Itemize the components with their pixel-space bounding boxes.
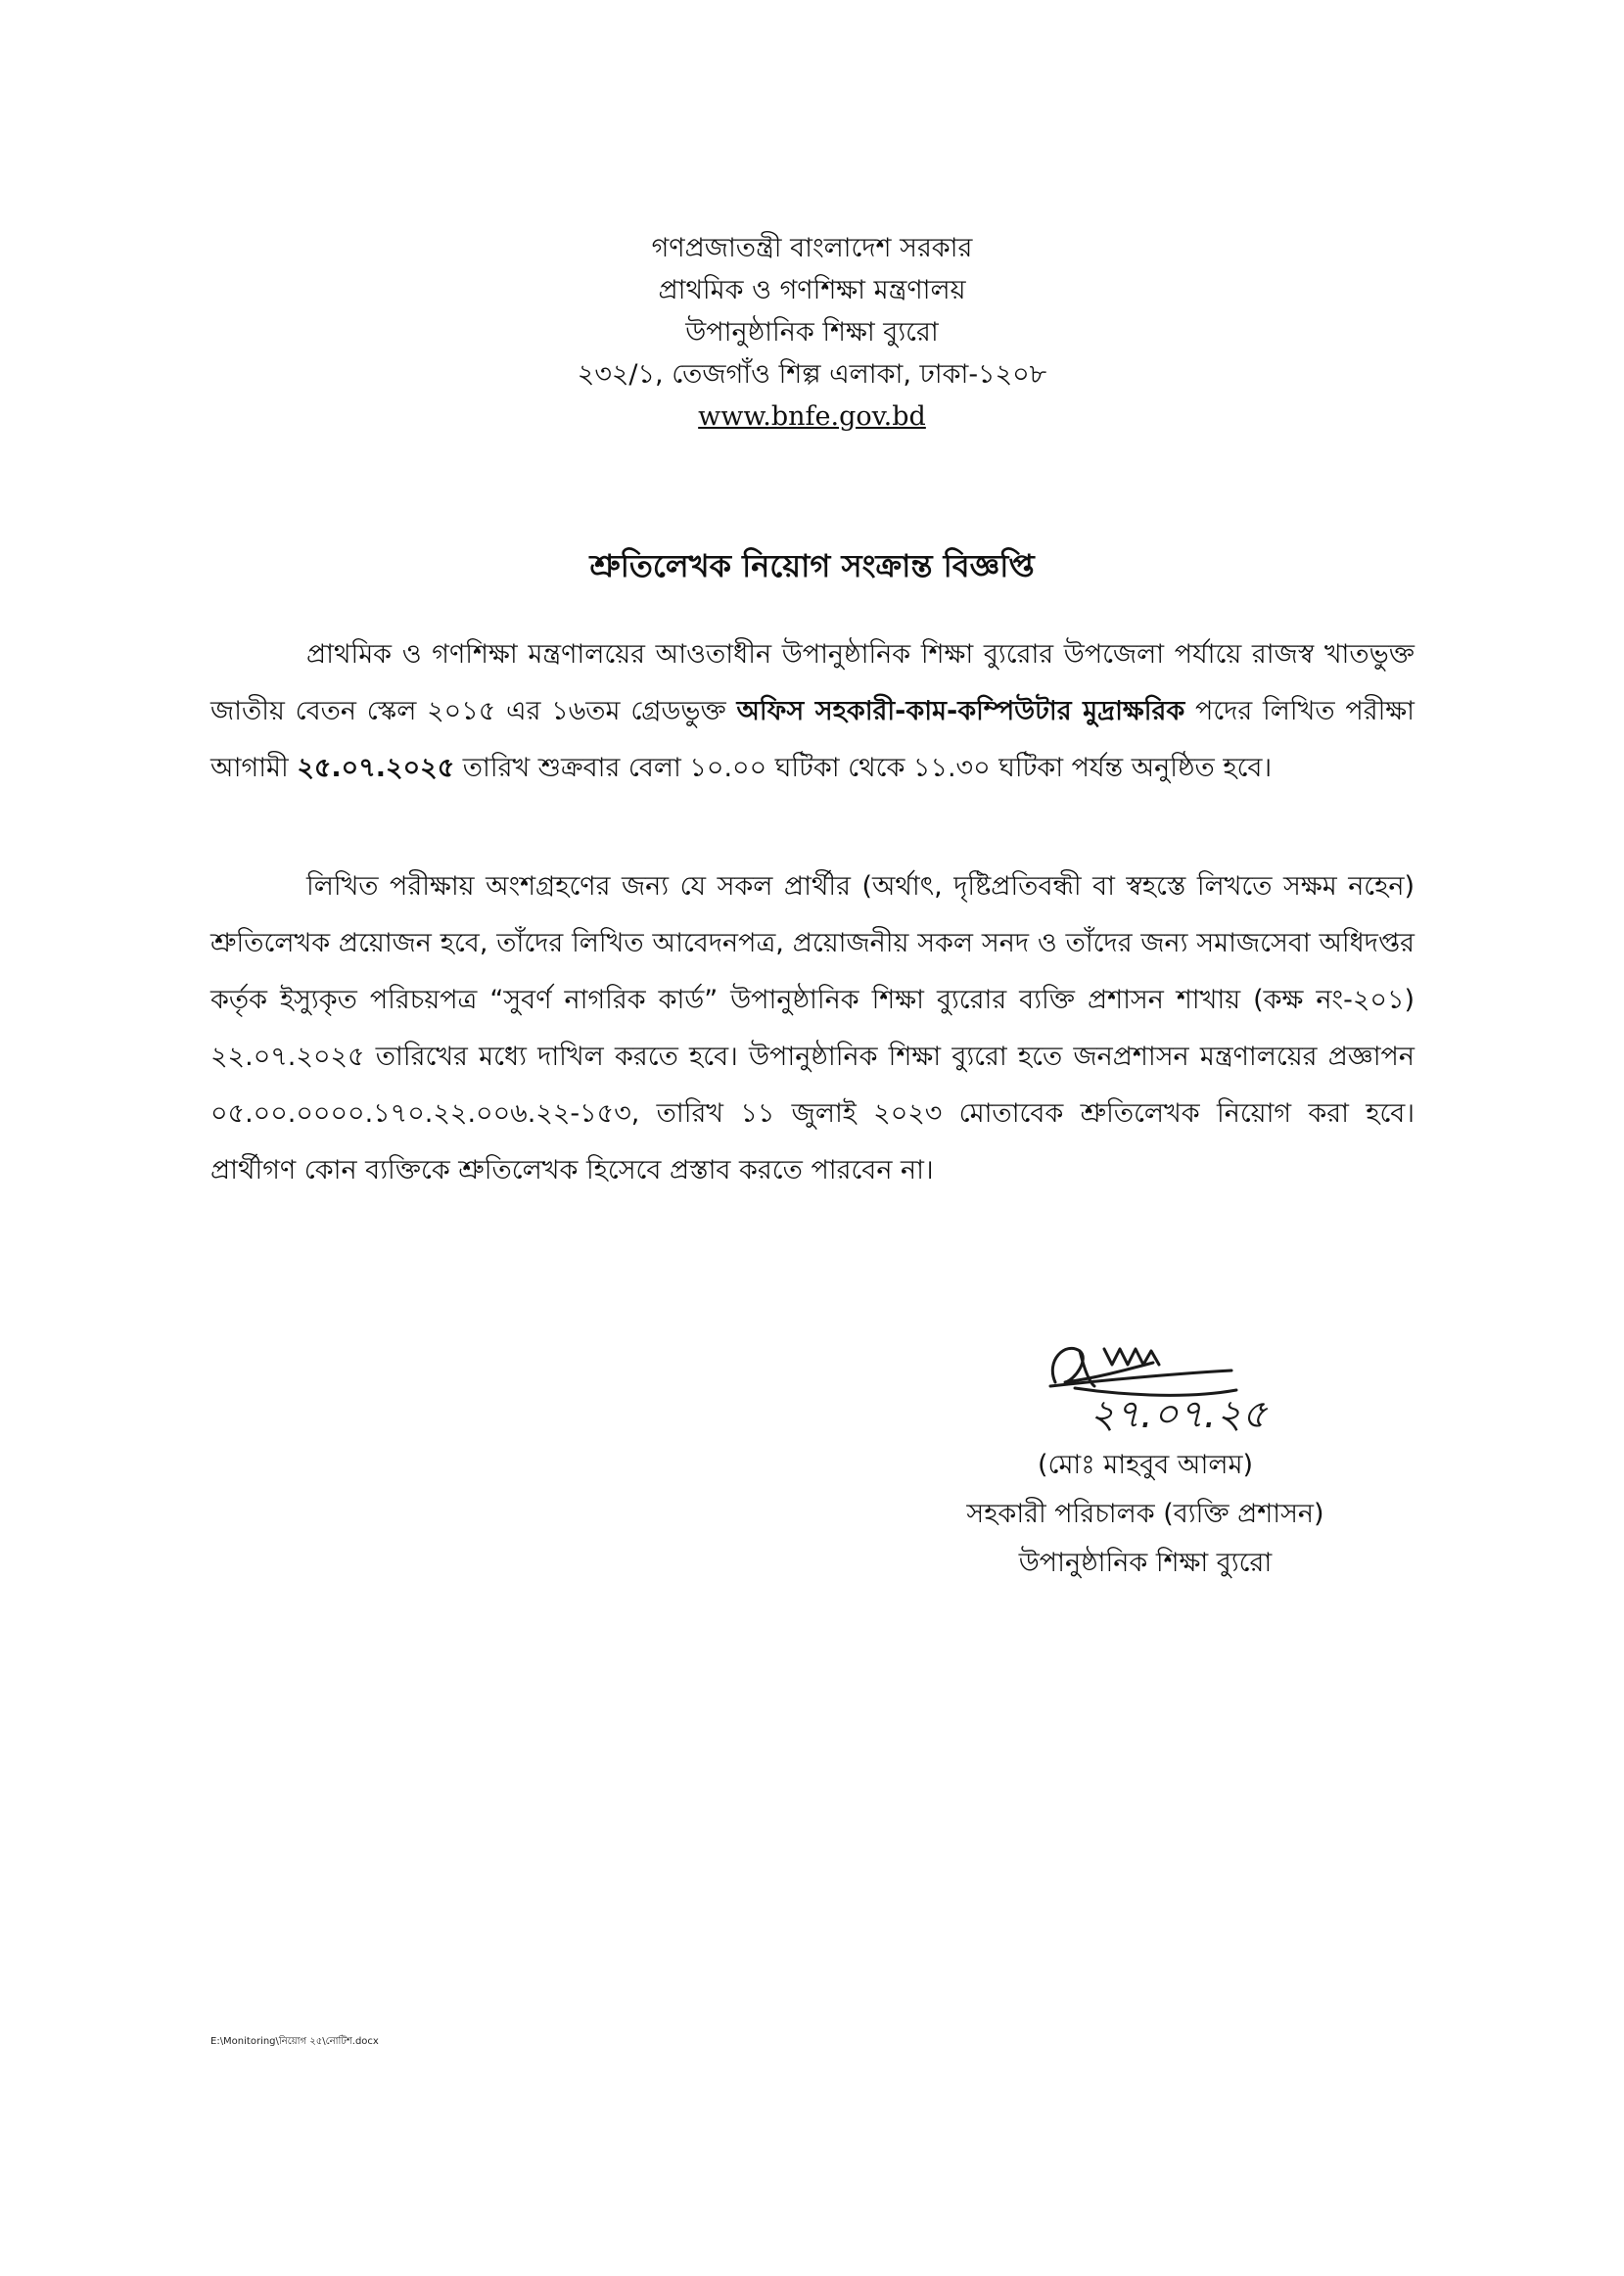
paragraph1-text-c: তারিখ শুক্রবার বেলা ১০.০০ ঘটিকা থেকে ১১.৩০ ঘটিকা পর্যন্ত অনুষ্ঠিত হবে। xyxy=(454,753,1273,783)
letterhead xyxy=(0,227,1624,438)
signature-date: ২৭.০৭.২৫ xyxy=(1090,1392,1268,1437)
file-path-footer: E:\Monitoring\নিয়োগ ২৫\নোটিশ.docx xyxy=(210,2036,379,2047)
office-address: ২৩২/১, তেজগাঁও শিল্প এলাকা, ঢাকা-১২০৮ xyxy=(577,359,1047,390)
post-name: অফিস সহকারী-কাম-কম্পিউটার মুদ্রাক্ষরিক xyxy=(736,696,1185,726)
paragraph1-text-b: পদের লিখিত পরীক্ষা আগামী xyxy=(210,696,1415,783)
website-link[interactable]: www.bnfe.gov.bd xyxy=(698,401,926,432)
paragraph-scribe-instructions: লিখিত পরীক্ষায় অংশগ্রহণের জন্য যে সকল প্রার্থীর (অর্থাৎ, দৃষ্টিপ্রতিবন্ধী বা স্বহস্তে লিখতে সক্ষম নহেন) শ্রুতিলেখক প্রয়োজন হবে, তাঁদের লিখিত আবেদনপত্র, প্রয়োজনীয় সকল সনদ ও তাঁদের জন্য সমাজসেবা অধিদপ্তর কর্তৃক ইস্যুকৃত পরিচয়পত্র “সুবর্ণ নাগরিক কার্ড” উপানুষ্ঠানিক শিক্ষা ব্যুরোর ব্যক্তি প্রশাসন শাখায় (কক্ষ নং-২০১) ২২.০৭.২০২৫ তারিখের মধ্যে দাখিল করতে হবে। উপানুষ্ঠানিক শিক্ষা ব্যুরো হতে জনপ্রশাসন মন্ত্রণালয়ের প্রজ্ঞাপন ০৫.০০.০০০০.১৭০.২২.০০৬.২২-১৫৩, তারিখ ১১ জুলাই ২০২৩ মোতাবেক শ্রুতিলেখক নিয়োগ করা হবে। প্রার্থীগণ কোন ব্যক্তিকে শ্রুতিলেখক হিসেবে প্রস্তাব করতে পারবেন না। xyxy=(210,871,1415,1185)
paragraph1-text-a: প্রাথমিক ও গণশিক্ষা মন্ত্রণালয়ের আওতাধীন উপানুষ্ঠানিক শিক্ষা ব্যুরোর উপজেলা পর্যায়ে রাজস্ব খাতভুক্ত জাতীয় বেতন স্কেল ২০১৫ এর ১৬তম গ্রেডভুক্ত xyxy=(210,639,1415,726)
notice-title: শ্রুতিলেখক নিয়োগ সংক্রান্ত বিজ্ঞপ্তি xyxy=(589,547,1035,584)
signatory-office: উপানুষ্ঠানিক শিক্ষা ব্যুরো xyxy=(1018,1548,1273,1578)
handwritten-signature xyxy=(1036,1322,1280,1439)
paragraph-exam-schedule xyxy=(210,627,1415,797)
bureau-name: উপানুষ্ঠানিক শিক্ষা ব্যুরো xyxy=(685,317,939,348)
signatory-block xyxy=(881,1441,1410,1588)
government-name: গণপ্রজাতন্ত্রী বাংলাদেশ সরকার xyxy=(651,233,973,263)
signatory-name: (মোঃ মাহবুব আলম) xyxy=(1037,1450,1254,1480)
exam-date: ২৫.০৭.২০২৫ xyxy=(297,753,455,783)
signatory-designation: সহকারী পরিচালক (ব্যক্তি প্রশাসন) xyxy=(966,1499,1324,1529)
ministry-name: প্রাথমিক ও গণশিক্ষা মন্ত্রণালয় xyxy=(658,275,966,305)
